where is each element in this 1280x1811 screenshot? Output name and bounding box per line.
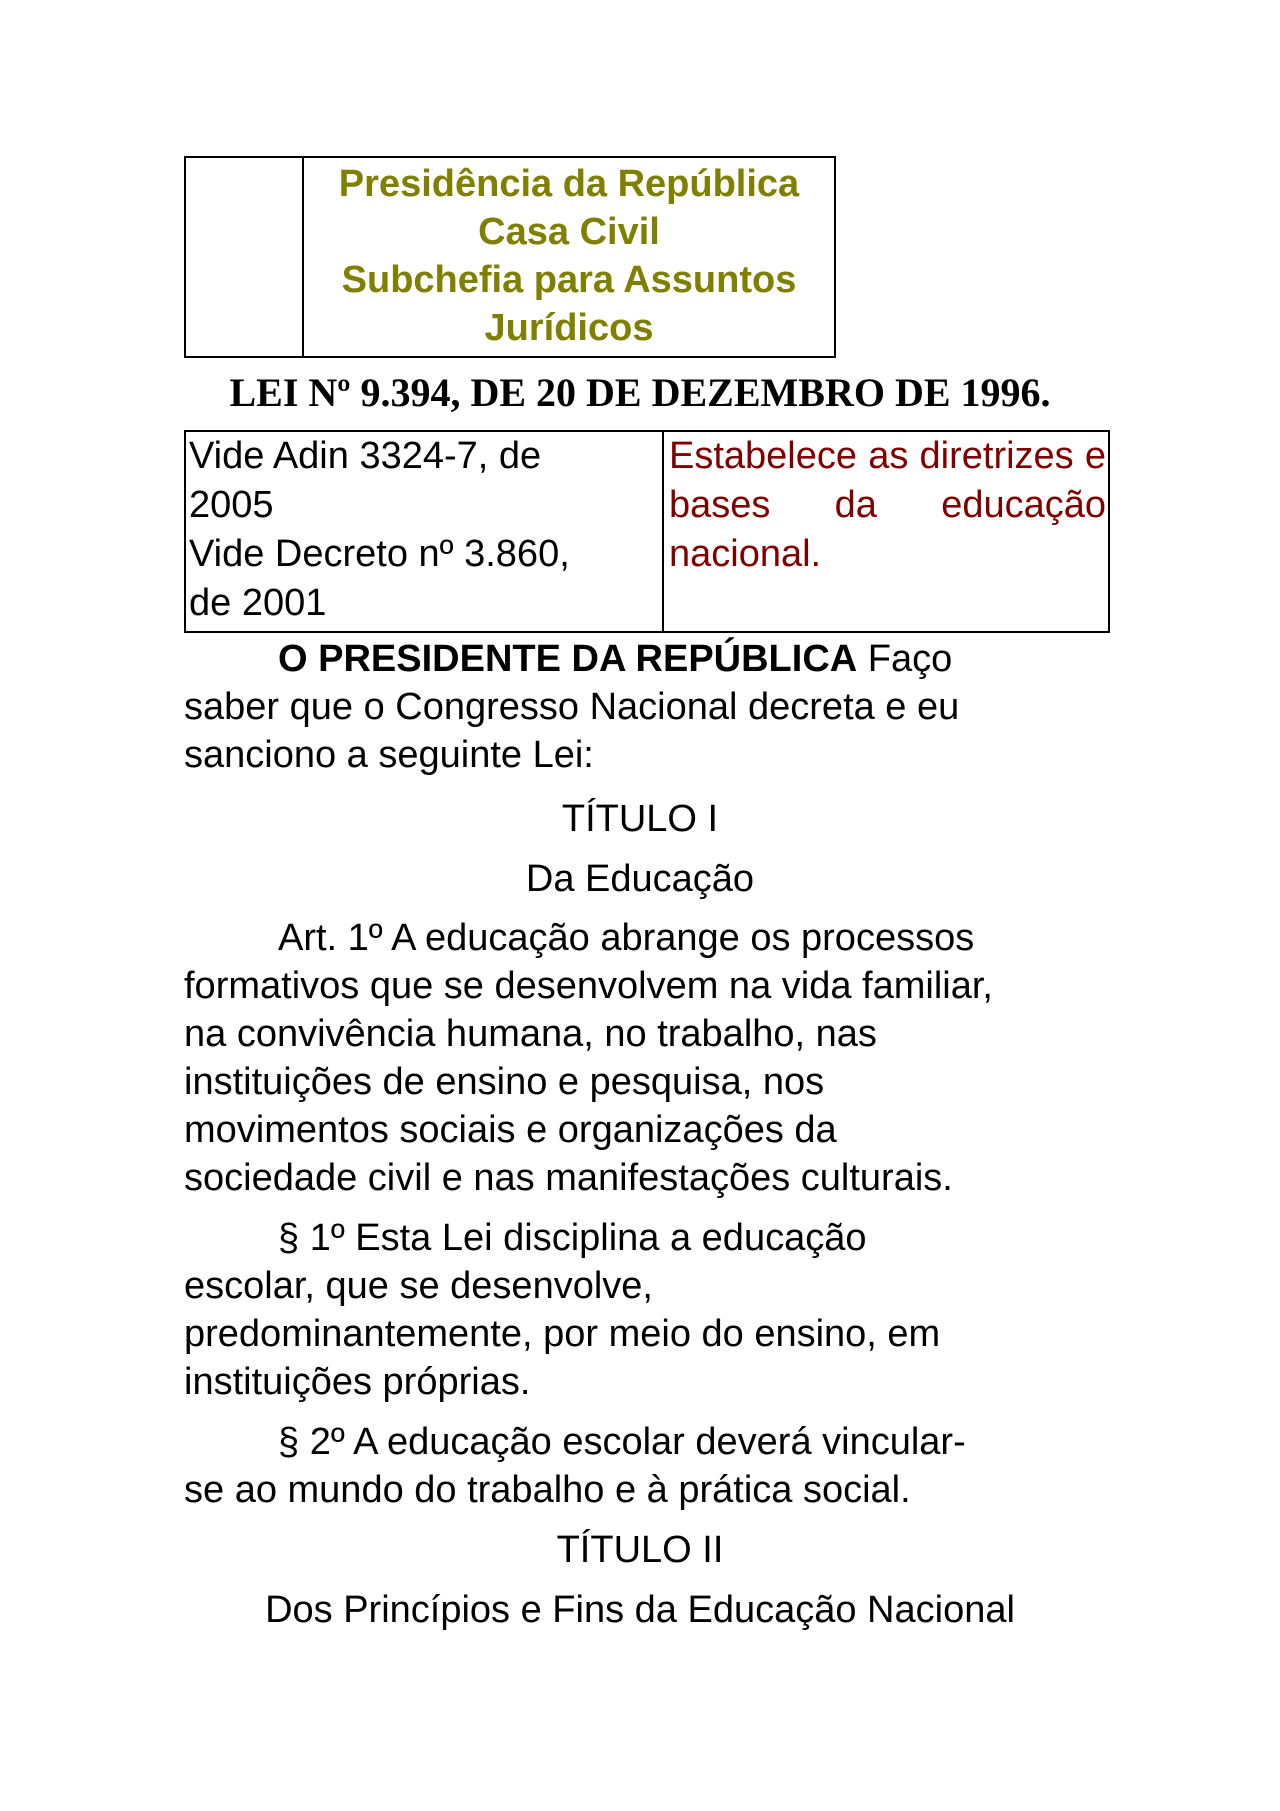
org-line-subchefia: Subchefia para Assuntos — [341, 259, 797, 301]
article-1-line-1: Art. 1º A educação abrange os processos — [278, 917, 975, 959]
law-title: LEI Nº 9.394, DE 20 DE DEZEMBRO DE 1996. — [229, 370, 1051, 415]
titulo-2-label: TÍTULO II — [556, 1529, 724, 1571]
titulo-2-name: Dos Princípios e Fins da Educação Nacional — [265, 1589, 1015, 1631]
org-line-presidency: Presidência da República — [338, 163, 800, 205]
paragraph-2-line-1: § 2º A educação escolar deverá vincular- — [278, 1421, 966, 1463]
paragraph-1-line-3: predominantemente, por meio do ensino, em — [184, 1313, 941, 1355]
reference-decreto-line[interactable]: Vide Decreto nº 3.860, — [189, 533, 570, 575]
emblem-cell — [186, 158, 304, 356]
header-table — [184, 156, 836, 358]
article-1-line-4: instituições de ensino e pesquisa, nos — [184, 1061, 825, 1103]
article-1-line-2: formativos que se desenvolvem na vida familiar, — [184, 965, 993, 1007]
preamble-text-3: sanciono a seguinte Lei: — [184, 734, 594, 776]
references-cell — [186, 432, 664, 631]
org-name-cell — [304, 158, 834, 356]
ementa-cell: Estabelece as diretrizes e bases da educação nacional. — [669, 435, 1106, 575]
preamble-text-1: Faço — [867, 638, 953, 680]
article-1 — [184, 914, 1110, 1202]
preamble — [184, 635, 1110, 779]
article-1-line-3: na convivência humana, no trabalho, nas — [184, 1013, 877, 1055]
paragraph-1-line-2: escolar, que se desenvolve, — [184, 1265, 653, 1307]
preamble-bold: O PRESIDENTE DA REPÚBLICA — [278, 638, 858, 680]
paragraph-1-line-4: instituições próprias. — [184, 1361, 531, 1403]
org-line-casa-civil: Casa Civil — [478, 211, 660, 253]
reference-decreto-year[interactable]: de 2001 — [189, 582, 327, 624]
article-1-line-5: movimentos sociais e organizações da — [184, 1109, 837, 1151]
org-line-juridicos: Jurídicos — [484, 307, 654, 349]
paragraph-1-line-1: § 1º Esta Lei disciplina a educação — [278, 1217, 867, 1259]
paragraph-1 — [184, 1214, 1110, 1406]
preamble-text-2: saber que o Congresso Nacional decreta e eu — [184, 686, 960, 728]
paragraph-2 — [184, 1418, 1110, 1514]
paragraph-2-line-2: se ao mundo do trabalho e à prática social. — [184, 1469, 911, 1511]
references-table — [184, 430, 1110, 633]
reference-adin-line[interactable]: Vide Adin 3324-7, de — [189, 435, 542, 477]
reference-adin-year[interactable]: 2005 — [189, 484, 274, 526]
article-1-line-6: sociedade civil e nas manifestações culturais. — [184, 1157, 953, 1199]
titulo-1-label: TÍTULO I — [561, 798, 719, 840]
titulo-1-name: Da Educação — [525, 858, 755, 900]
